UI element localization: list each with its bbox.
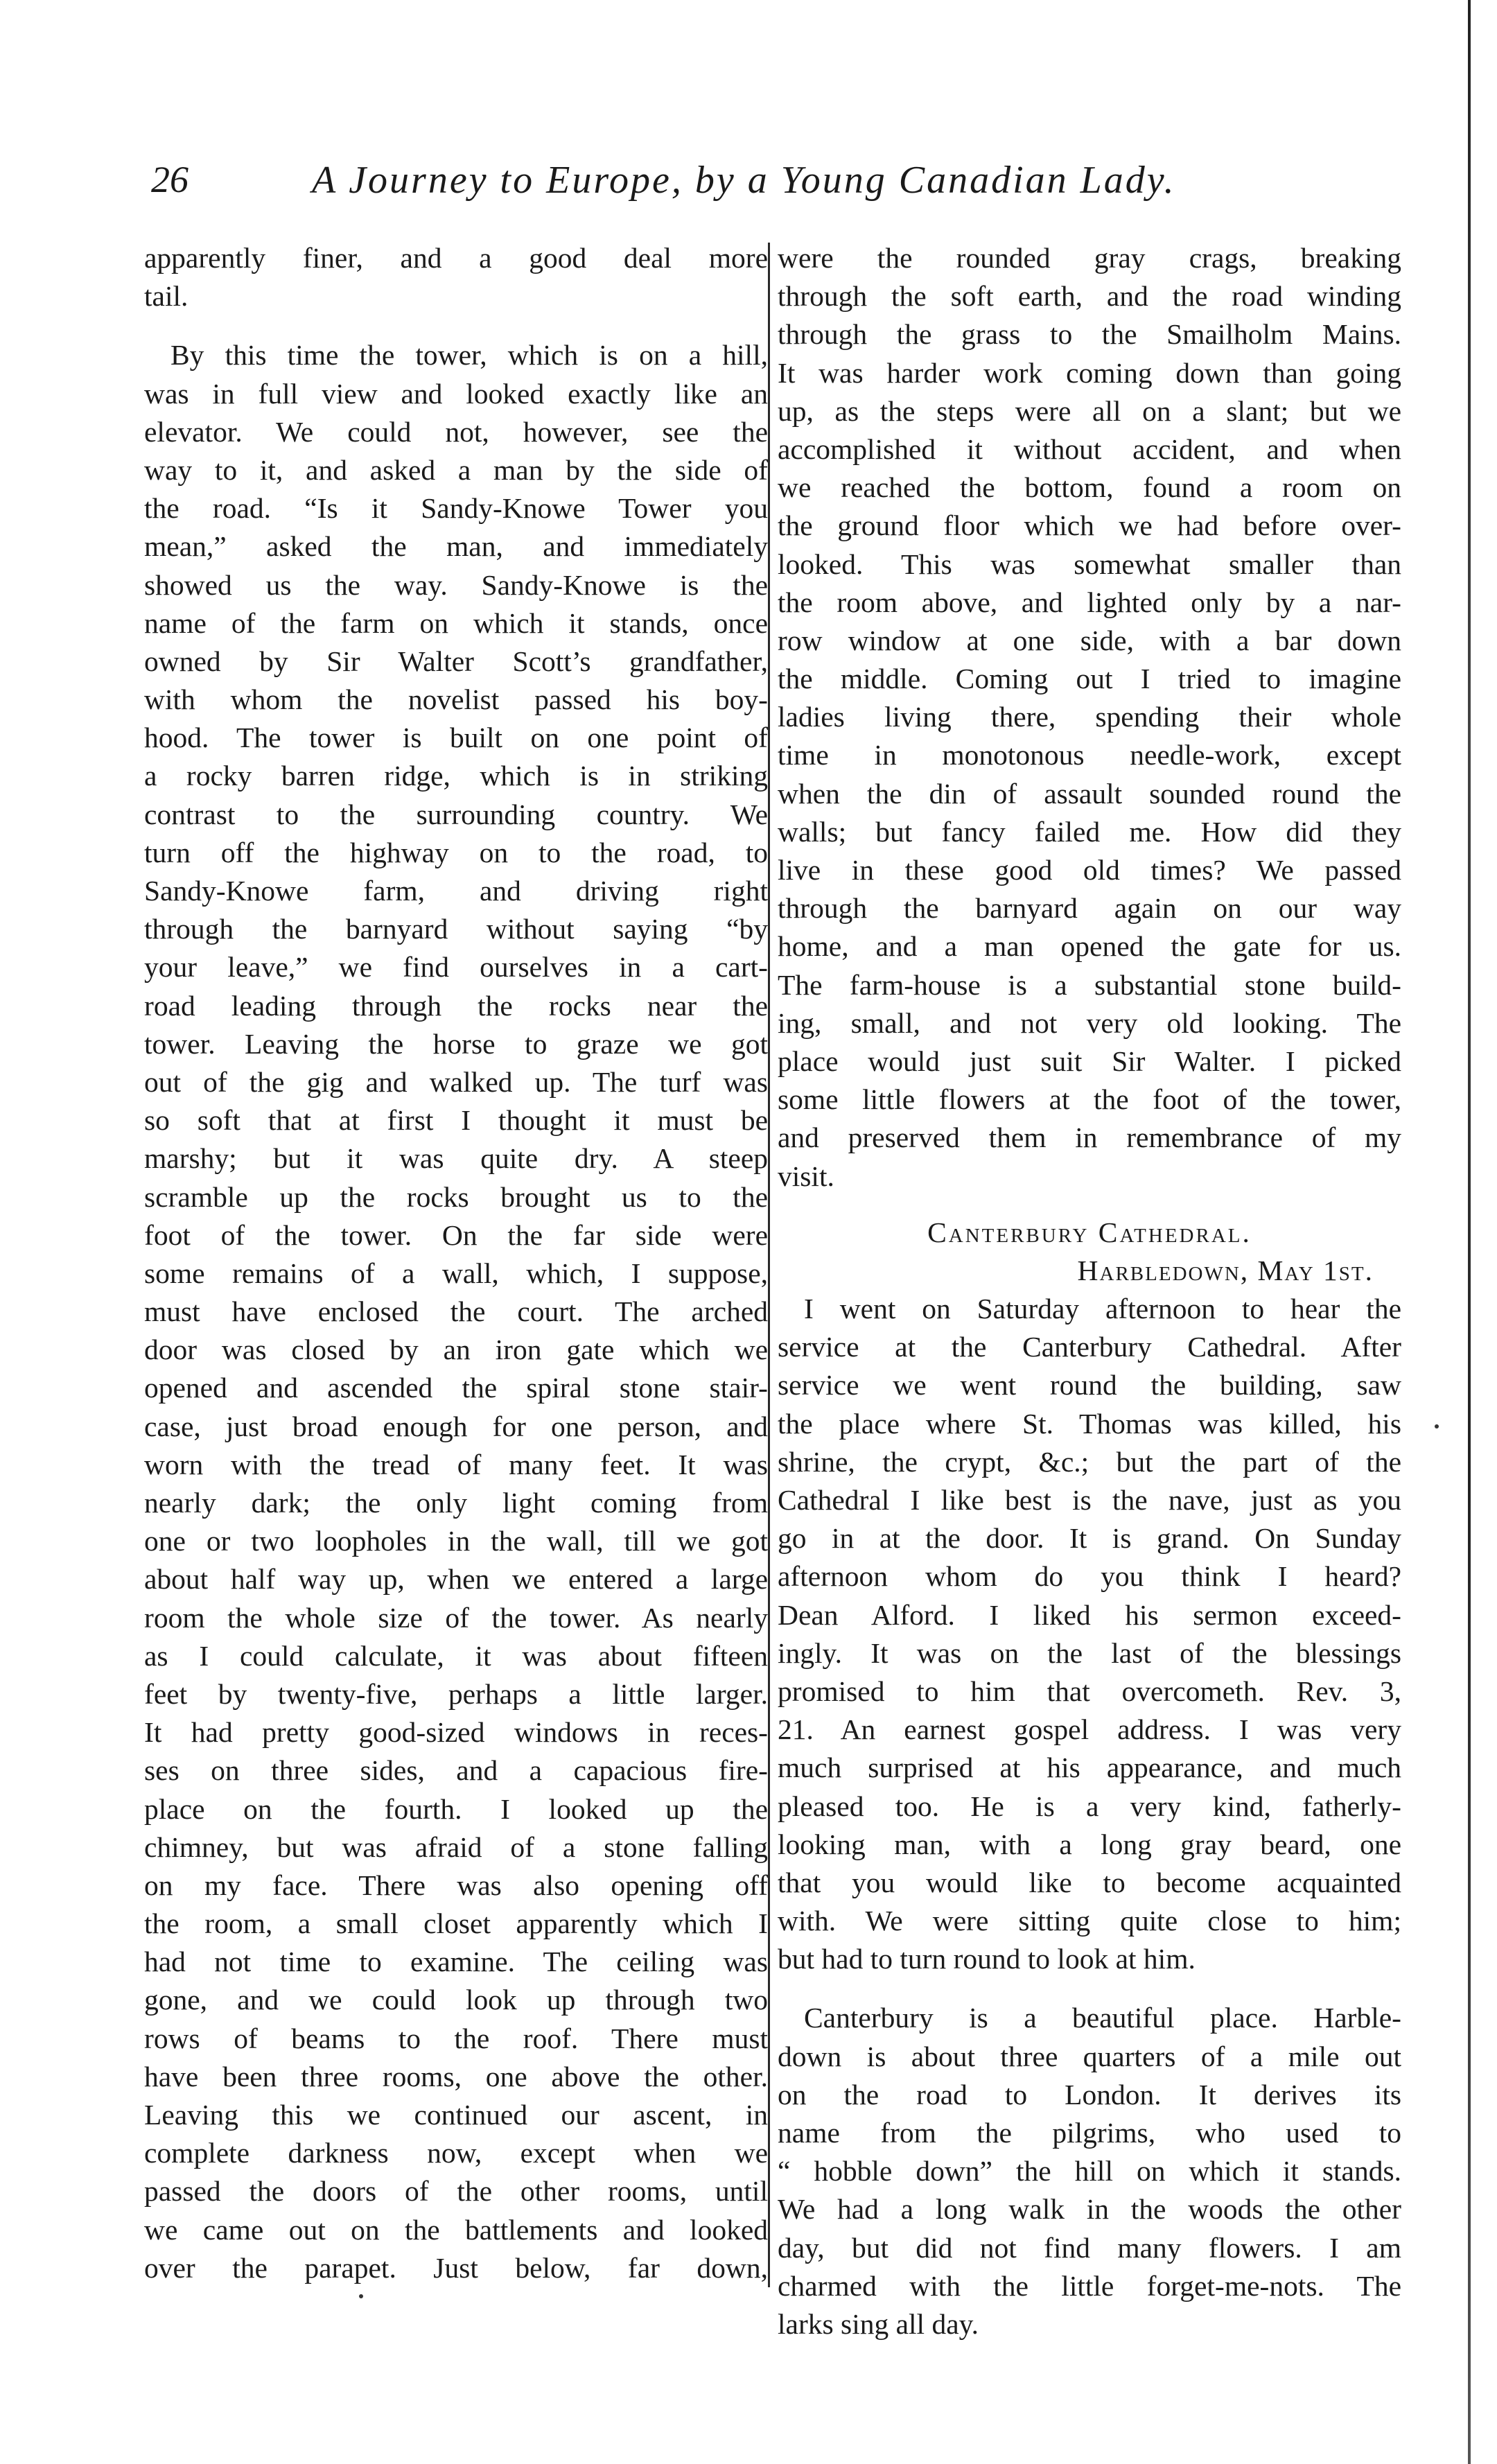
text-line: promised to him that overcometh. Rev. 3,	[778, 1675, 1401, 1707]
text-line: the place where St. Thomas was killed, his	[778, 1407, 1401, 1440]
text-line: when the din of assault sounded round the	[778, 777, 1401, 810]
left-column	[144, 239, 768, 2287]
text-line: larks sing all day.	[778, 2307, 979, 2340]
text-line: live in these good old times? We passed	[778, 854, 1401, 886]
text-line: some remains of a wall, which, I suppose,	[144, 1257, 768, 1289]
text-line: foot of the tower. On the far side were	[144, 1218, 768, 1251]
text-line: tail.	[144, 280, 189, 313]
text-line: the room above, and lighted only by a nar-	[778, 586, 1401, 618]
text-line: feet by twenty-five, perhaps a little larger.	[144, 1677, 768, 1710]
running-title: A Journey to Europe, by a Young Canadian Lady.	[312, 159, 1176, 202]
text-line: on my face. There was also opening off	[144, 1869, 768, 1901]
text-line: out of the gig and walked up. The turf was	[144, 1065, 768, 1098]
text-line: your leave,” we find ourselves in a cart-	[144, 951, 768, 984]
text-line: walls; but fancy failed me. How did they	[778, 815, 1401, 848]
text-line: Dean Alford. I liked his sermon exceed-	[778, 1598, 1401, 1631]
text-line: room the whole size of the tower. As nearly	[144, 1601, 768, 1634]
text-line: we reached the bottom, found a room on	[778, 471, 1401, 504]
text-line: the middle. Coming out I tried to imagine	[778, 663, 1401, 695]
text-line: marshy; but it was quite dry. A steep	[144, 1142, 768, 1175]
text-line: elevator. We could not, however, see the	[144, 415, 768, 448]
text-line: “ hobble down” the hill on which it stands.	[778, 2155, 1401, 2187]
text-line: through the soft earth, and the road winding	[778, 280, 1401, 313]
text-line: 21. An earnest gospel address. I was very	[778, 1713, 1401, 1746]
page-number: 26	[151, 159, 189, 200]
text-line: complete darkness now, except when we	[144, 2137, 768, 2169]
column-divider	[768, 243, 770, 2287]
text-line: name from the pilgrims, who used to	[778, 2117, 1401, 2149]
text-line: home, and a man opened the gate for us.	[778, 930, 1401, 963]
text-line: day, but did not find many flowers. I am	[778, 2231, 1401, 2264]
text-line: place would just suit Sir Walter. I picked	[778, 1045, 1401, 1077]
text-line: the ground floor which we had before over-	[778, 509, 1401, 542]
text-line: down is about three quarters of a mile out	[778, 2040, 1401, 2072]
text-line: through the barnyard again on our way	[778, 892, 1401, 925]
text-line: about half way up, when we entered a large	[144, 1563, 768, 1596]
text-line: mean,” asked the man, and immediately	[144, 530, 768, 563]
page-header	[139, 154, 1261, 216]
text-line: Cathedral I like best is the nave, just as you	[778, 1484, 1401, 1516]
text-line: passed the doors of the other rooms, until	[144, 2175, 768, 2208]
text-line: up, as the steps were all on a slant; but we	[778, 394, 1401, 427]
page-edge-rule	[1468, 0, 1471, 2464]
text-line: looked. This was somewhat smaller than	[778, 548, 1401, 580]
text-line: so soft that at first I thought it must be	[144, 1104, 768, 1137]
text-line: hood. The tower is built on one point of	[144, 722, 768, 754]
text-line: ing, small, and not very old looking. The	[778, 1006, 1401, 1039]
text-line: nearly dark; the only light coming from	[144, 1487, 768, 1519]
text-line: scramble up the rocks brought us to the	[144, 1180, 768, 1213]
right-column	[778, 239, 1401, 2343]
text-line: the road. “Is it Sandy-Knowe Tower you	[144, 492, 768, 525]
text-line: contrast to the surrounding country. We	[144, 798, 768, 830]
text-line: pleased too. He is a very kind, fatherly-	[778, 1790, 1401, 1822]
text-line: tower. Leaving the horse to graze we got	[144, 1027, 768, 1060]
text-line: afternoon whom do you think I heard?	[778, 1560, 1401, 1593]
text-line: and preserved them in remembrance of my	[778, 1121, 1401, 1154]
text-line: must have enclosed the court. The arched	[144, 1295, 768, 1328]
text-line: worn with the tread of many feet. It was	[144, 1448, 768, 1480]
text-line: ladies living there, spending their whole	[778, 701, 1401, 733]
text-line: case, just broad enough for one person, and	[144, 1410, 768, 1442]
text-line: over the parapet. Just below, far down,	[144, 2251, 768, 2284]
text-line: Canterbury is a beautiful place. Harble-	[804, 2002, 1401, 2034]
text-line: time in monotonous needle-work, except	[778, 739, 1401, 771]
dateline: Harbledown, May 1st.	[1077, 1254, 1374, 1286]
text-line: ingly. It was on the last of the blessings	[778, 1636, 1401, 1669]
text-line: service we went round the building, saw	[778, 1369, 1401, 1401]
text-line: but had to turn round to look at him.	[778, 1943, 1196, 1975]
text-line: door was closed by an iron gate which we	[144, 1334, 768, 1366]
text-line: with whom the novelist passed his boy-	[144, 683, 768, 716]
text-line: have been three rooms, one above the other.	[144, 2060, 768, 2092]
text-line: had not time to examine. The ceiling was	[144, 1946, 768, 1978]
ink-speck	[1435, 1424, 1439, 1428]
text-line: service at the Canterbury Cathedral. After	[778, 1331, 1401, 1363]
text-line: with. We were sitting quite close to him;	[778, 1905, 1401, 1937]
text-line: We had a long walk in the woods the other	[778, 2193, 1401, 2226]
text-line: the room, a small closet apparently which I	[144, 1907, 768, 1940]
text-line: looking man, with a long gray beard, one	[778, 1828, 1401, 1860]
text-line: accomplished it without accident, and when	[778, 432, 1401, 465]
text-line: some little flowers at the foot of the tower,	[778, 1083, 1401, 1116]
text-line: gone, and we could look up through two	[144, 1984, 768, 2016]
text-line: visit.	[778, 1160, 834, 1192]
text-line: as I could calculate, it was about fifteen	[144, 1639, 768, 1672]
text-line: through the grass to the Smailholm Mains.	[778, 318, 1401, 351]
section-title: Canterbury Cathedral.	[927, 1216, 1252, 1248]
text-line: a rocky barren ridge, which is in striking	[144, 760, 768, 792]
text-line: The farm-house is a substantial stone build-	[778, 968, 1401, 1001]
text-line: were the rounded gray crags, breaking	[778, 242, 1401, 274]
text-line: row window at one side, with a bar down	[778, 624, 1401, 656]
text-line: It was harder work coming down than going	[778, 356, 1401, 389]
text-line: Sandy-Knowe farm, and driving right	[144, 875, 768, 907]
ink-speck	[359, 2294, 363, 2298]
text-line: opened and ascended the spiral stone stair-	[144, 1372, 768, 1404]
text-line: charmed with the little forget-me-nots. The	[778, 2269, 1401, 2302]
text-line: rows of beams to the roof. There must	[144, 2022, 768, 2054]
text-line: Leaving this we continued our ascent, in	[144, 2099, 768, 2131]
text-line: much surprised at his appearance, and much	[778, 1751, 1401, 1784]
text-line: turn off the highway on to the road, to	[144, 836, 768, 868]
text-line: chimney, but was afraid of a stone falling	[144, 1830, 768, 1863]
text-line: By this time the tower, which is on a hill,	[170, 339, 768, 372]
text-line: we came out on the battlements and looked	[144, 2213, 768, 2246]
text-line: shrine, the crypt, &c.; but the part of the	[778, 1445, 1401, 1478]
text-line: on the road to London. It derives its	[778, 2078, 1401, 2111]
text-line: that you would like to become acquainted	[778, 1866, 1401, 1898]
text-line: owned by Sir Walter Scott’s grandfather,	[144, 645, 768, 677]
text-line: road leading through the rocks near the	[144, 989, 768, 1022]
text-line: through the barnyard without saying “by	[144, 913, 768, 945]
text-line: ses on three sides, and a capacious fire-	[144, 1754, 768, 1787]
text-line: was in full view and looked exactly like an	[144, 377, 768, 410]
text-line: go in at the door. It is grand. On Sunday	[778, 1522, 1401, 1555]
text-line: place on the fourth. I looked up the	[144, 1792, 768, 1825]
text-line: one or two loopholes in the wall, till we got	[144, 1525, 768, 1557]
text-line: name of the farm on which it stands, once	[144, 606, 768, 639]
text-line: way to it, and asked a man by the side of	[144, 453, 768, 486]
text-line: apparently finer, and a good deal more	[144, 242, 768, 274]
text-line: It had pretty good-sized windows in reces-	[144, 1716, 768, 1749]
text-line: I went on Saturday afternoon to hear the	[804, 1293, 1401, 1325]
text-line: showed us the way. Sandy-Knowe is the	[144, 568, 768, 601]
